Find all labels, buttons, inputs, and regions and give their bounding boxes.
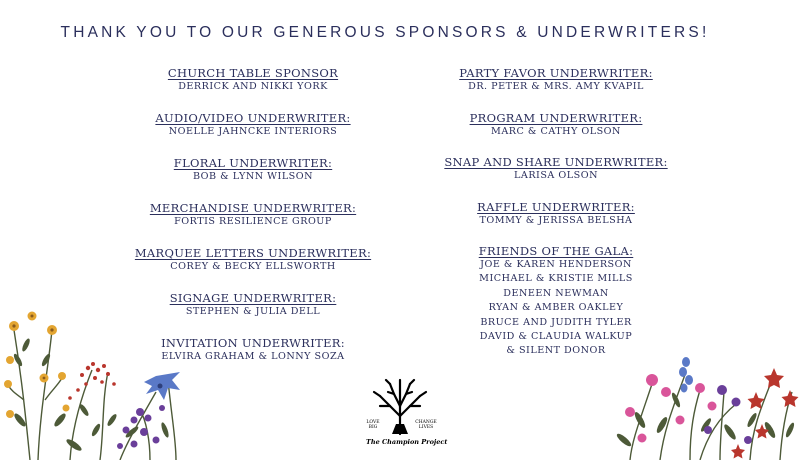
sponsor-name: MARC & CATHY OLSON <box>491 125 621 137</box>
sponsor-name: TOMMY & JERISSA BELSHA <box>479 214 633 226</box>
sponsor-heading: RAFFLE UNDERWRITER: <box>477 199 635 214</box>
sponsor-heading: INVITATION UNDERWRITER: <box>161 336 345 350</box>
sponsor-heading: PARTY FAVOR UNDERWRITER: <box>459 66 653 80</box>
sponsor-name: FORTIS RESILIENCE GROUP <box>174 216 332 227</box>
sponsor-heading: FLORAL UNDERWRITER: <box>173 156 333 170</box>
logo-right-text: CHANGE LIVES <box>415 420 437 430</box>
sponsor-name: COREY & BECKY ELLSWORTH <box>170 261 336 272</box>
friends-heading: FRIENDS OF THE GALA: <box>478 244 634 258</box>
friend-name: DENEEN NEWMAN <box>503 287 609 299</box>
sponsor-name: STEPHEN & JULIA DELL <box>185 306 321 317</box>
sponsor-heading: SNAP AND SHARE UNDERWRITER: <box>444 155 668 169</box>
friend-name: RYAN & AMBER OAKLEY <box>488 302 624 314</box>
sponsor-heading: CHURCH TABLE SPONSOR <box>167 66 339 80</box>
sponsor-name: ELVIRA GRAHAM & LONNY SOZA <box>161 351 345 362</box>
friend-name: BRUCE AND JUDITH TYLER <box>480 316 632 328</box>
sponsor-name: DR. PETER & MRS. AMY KVAPIL <box>468 81 644 92</box>
friend-name: MICHAEL & KRISTIE MILLS <box>479 273 633 285</box>
sponsor-name: LARISA OLSON <box>514 170 598 181</box>
sponsor-heading: MERCHANDISE UNDERWRITER: <box>149 201 357 215</box>
sponsor-name: DERRICK AND NIKKI YORK <box>178 81 328 92</box>
logo-left-text: LOVE BIG <box>366 420 380 430</box>
sponsor-heading: AUDIO/VIDEO UNDERWRITER: <box>155 111 351 125</box>
sponsor-heading: MARQUEE LETTERS UNDERWRITER: <box>134 246 372 260</box>
left-wildflower-bouquet-icon <box>4 312 180 460</box>
logo-name: The Champion Project <box>366 438 448 446</box>
friend-name: JOE & KAREN HENDERSON <box>480 259 632 270</box>
champion-project-logo <box>366 376 448 452</box>
sponsor-heading: PROGRAM UNDERWRITER: <box>469 110 643 125</box>
sponsor-name: BOB & LYNN WILSON <box>192 171 314 182</box>
right-wildflower-bouquet-icon <box>615 357 798 460</box>
sponsor-name: NOELLE JAHNCKE INTERIORS <box>168 126 338 137</box>
page-title: THANK YOU TO OUR GENEROUS SPONSORS & UNDERWRITERS! <box>60 24 710 41</box>
friend-name: & SILENT DONOR <box>506 345 606 357</box>
sponsor-heading: SIGNAGE UNDERWRITER: <box>169 291 337 305</box>
friend-name: DAVID & CLAUDIA WALKUP <box>479 331 633 343</box>
